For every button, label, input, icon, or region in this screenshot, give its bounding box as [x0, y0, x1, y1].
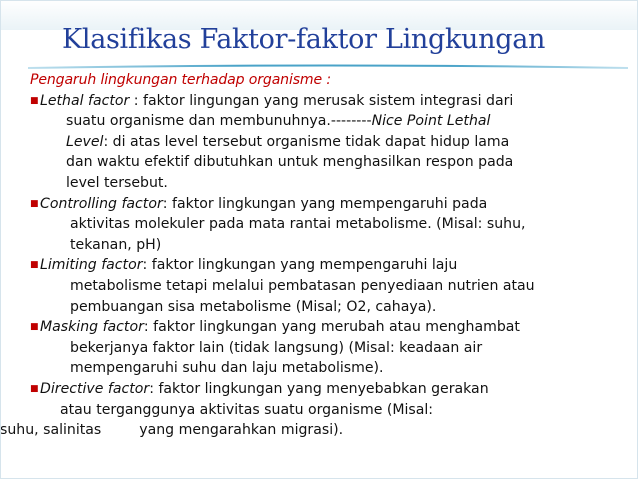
section-heading: Pengaruh lingkungan terhadap organisme :	[30, 72, 331, 88]
square-bullet-icon: ■	[30, 95, 39, 106]
term-controlling-factor: Controlling factor	[40, 195, 163, 212]
square-bullet-icon: ■	[30, 322, 39, 333]
list-item-text: : faktor lingkungan yang menyebabkan gerakan	[149, 380, 489, 397]
term-masking-factor: Masking factor	[40, 319, 144, 336]
list-item-text: pembuangan sisa metabolisme (Misal; O2, cahaya).	[70, 298, 437, 315]
square-bullet-icon: ■	[30, 383, 39, 394]
list-item-text-part: Level	[66, 133, 104, 150]
list-item-text: mempengaruhi suhu dan laju metabolisme).	[70, 360, 384, 377]
slide-title: Klasifikas Faktor-faktor Lingkungan	[62, 24, 546, 55]
list-item-text: atau terganggunya aktivitas suatu organisme (Misal:	[60, 401, 434, 418]
list-item-text: metabolisme tetapi melalui pembatasan penyediaan nutrien atau	[70, 277, 535, 294]
list-item-text: bekerjanya faktor lain (tidak langsung) (Misal: keadaan air	[70, 339, 483, 356]
square-bullet-icon: ■	[30, 198, 39, 209]
list-item-text: : faktor lingkungan yang mempengaruhi laju	[142, 257, 458, 274]
list-item-text: dan waktu efektif dibutuhkan untuk menghasilkan respon pada	[66, 154, 514, 171]
list-item-text: tekanan, pH)	[70, 236, 162, 253]
term-limiting-factor: Limiting factor	[40, 257, 143, 274]
list-item-text-part: suatu organisme dan membunuhnya.--------	[66, 113, 372, 130]
term-directive-factor: Directive factor	[40, 380, 150, 397]
list-item-text-part: suhu, salinitas	[0, 422, 102, 439]
term-lethal-factor: Lethal factor	[40, 92, 130, 109]
list-item-text: level tersebut.	[66, 174, 168, 191]
square-bullet-icon: ■	[30, 260, 39, 271]
list-item-text-part: : di atas level tersebut organisme tidak dapat hidup lama	[103, 133, 510, 150]
list-item-text: : faktor lingungan yang merusak sistem integrasi dari	[133, 92, 514, 109]
list-item-text: : faktor lingkungan yang merubah atau menghambat	[143, 319, 520, 336]
list-item-text-part: Nice Point Lethal	[371, 113, 491, 130]
list-item-text: aktivitas molekuler pada mata rantai metabolisme. (Misal: suhu,	[70, 216, 526, 233]
list-item-text-part: yang mengarahkan migrasi).	[139, 422, 344, 439]
list-item-text: : faktor lingkungan yang mempengaruhi pada	[162, 195, 488, 212]
